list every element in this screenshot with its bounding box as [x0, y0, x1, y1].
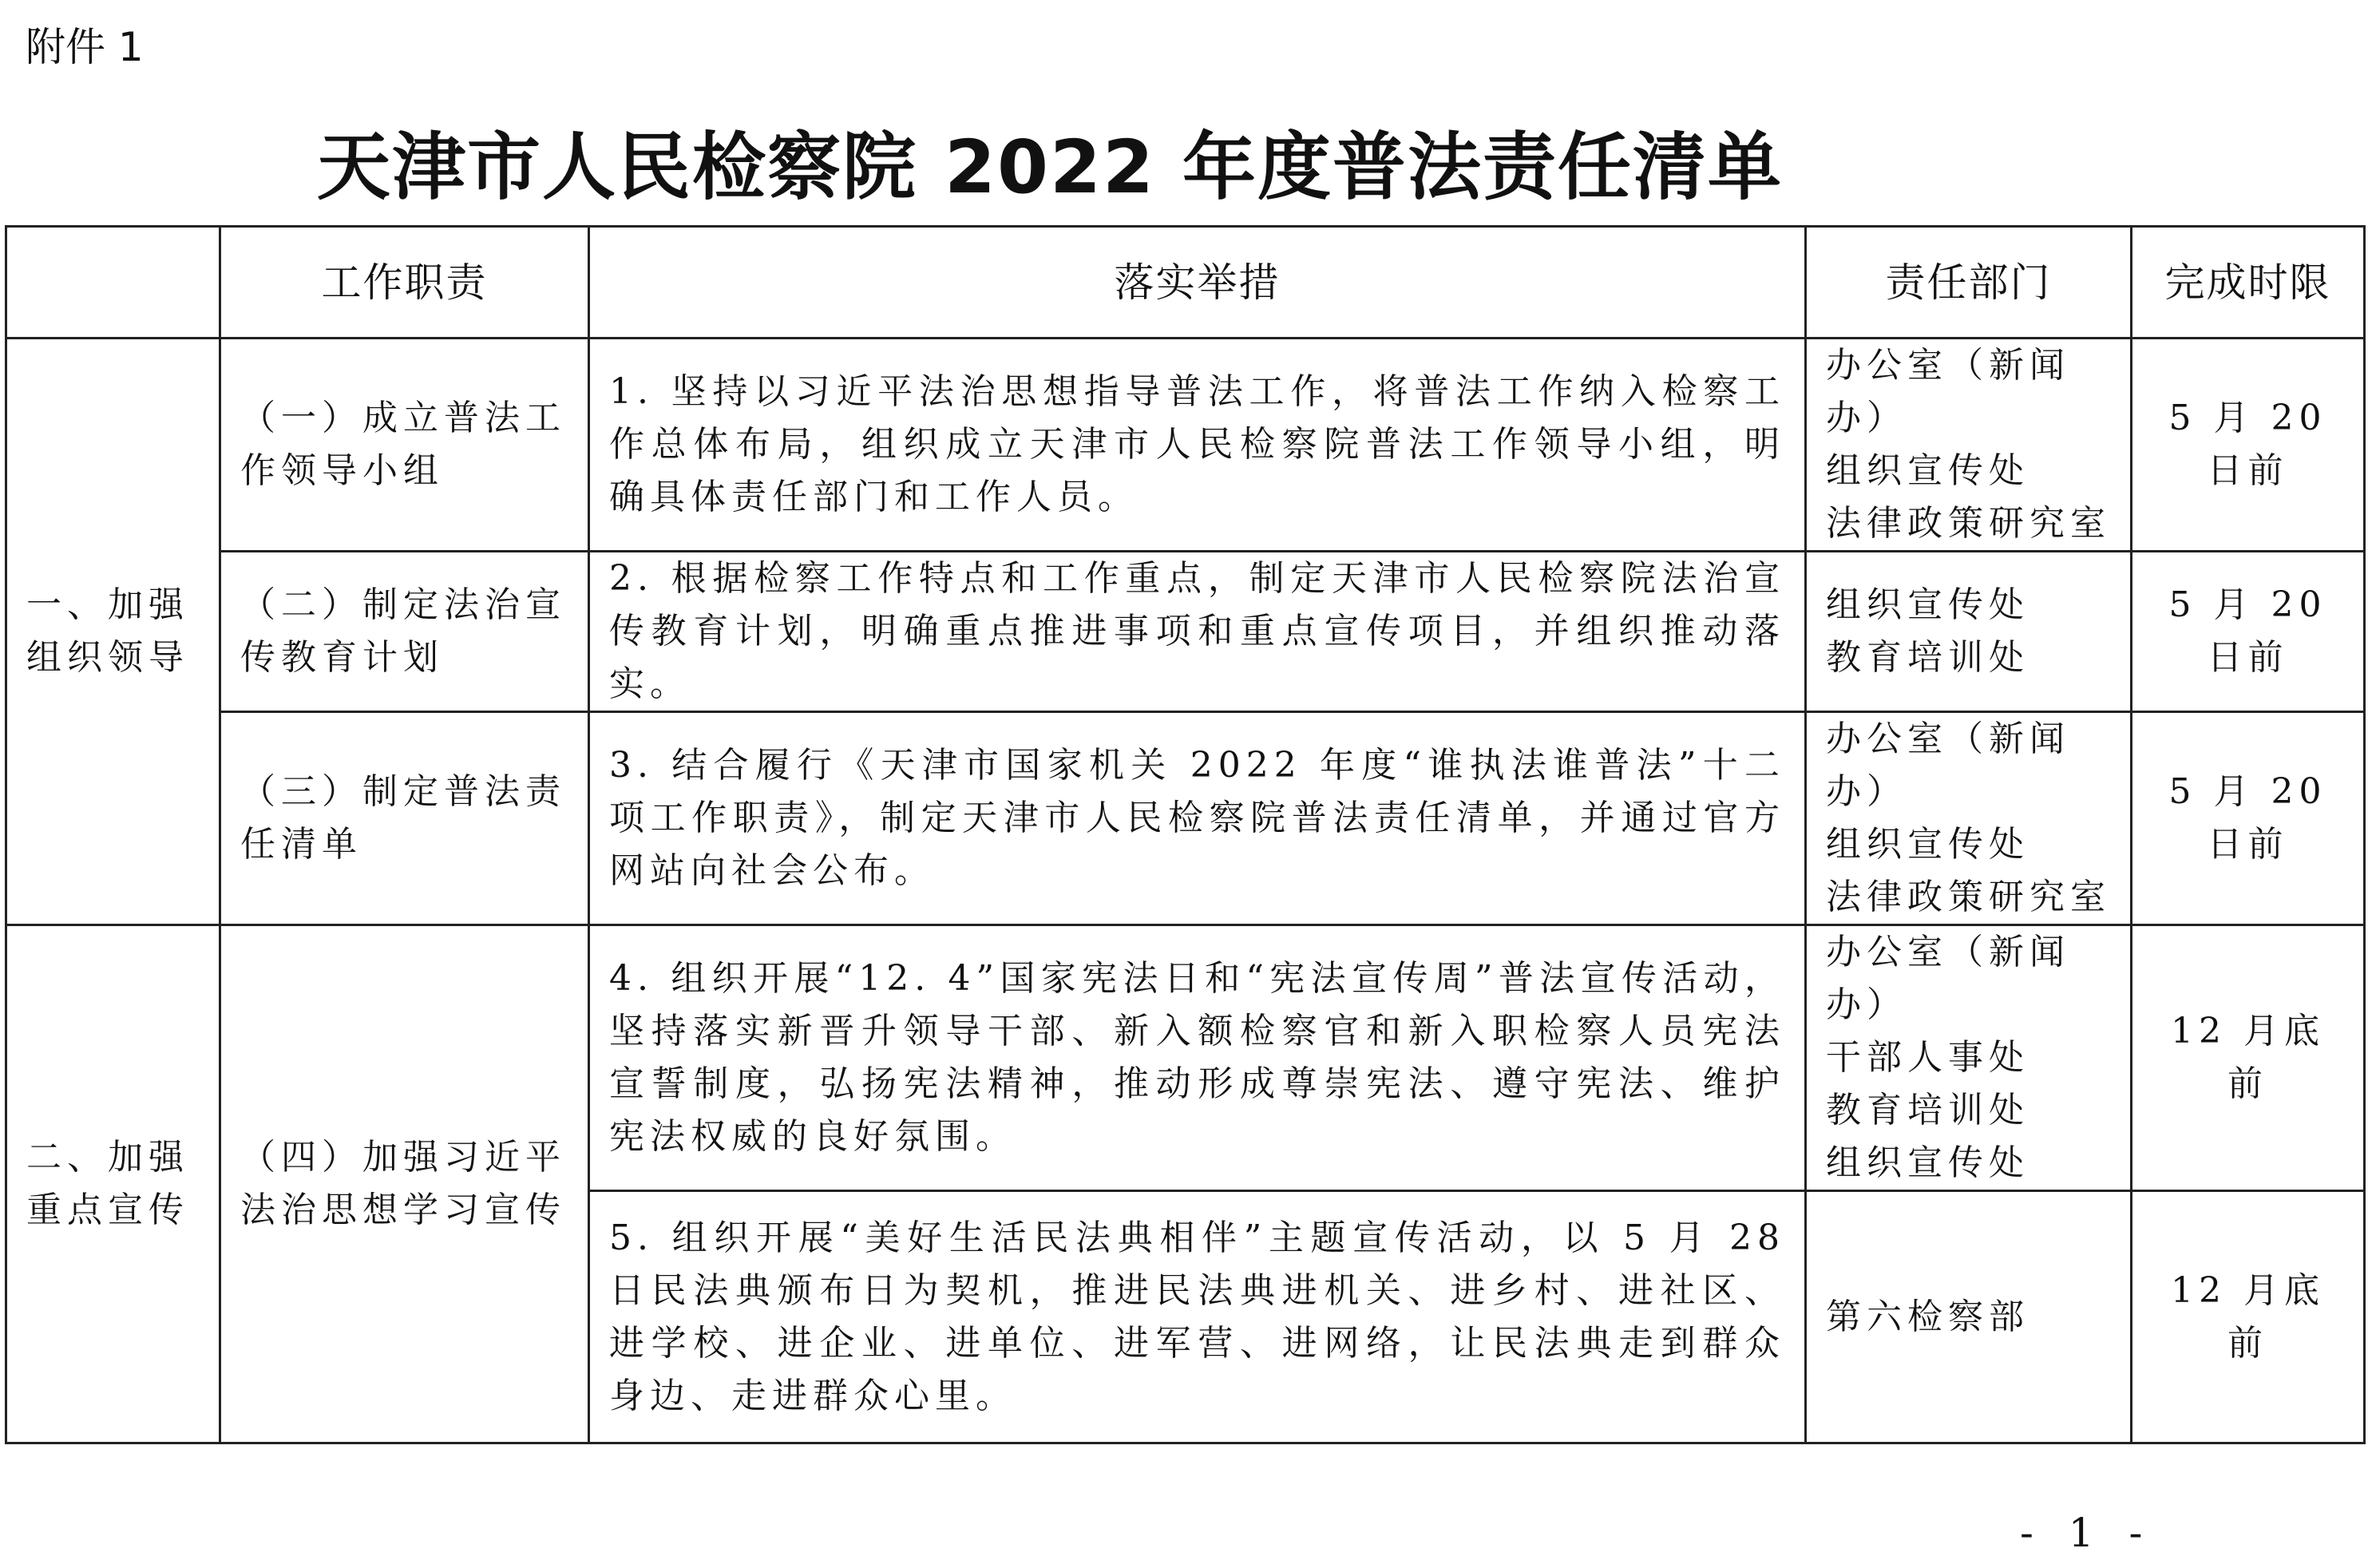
header-department: 责任部门 [1806, 227, 2132, 339]
header-category [6, 227, 220, 339]
duty-cell: （四）加强习近平法治思想学习宣传 [220, 925, 589, 1443]
table-row [6, 712, 2365, 925]
responsibility-table [5, 225, 2366, 1444]
measure-cell: 1. 坚持以习近平法治思想指导普法工作，将普法工作纳入检察工作总体布局，组织成立天津市人民检察院普法工作领导小组，明确具体责任部门和工作人员。 [589, 339, 1806, 552]
deadline-cell: 12 月底前 [2132, 925, 2365, 1191]
category-cell: 一、加强组织领导 [6, 339, 220, 925]
duty-cell: （二）制定法治宣传教育计划 [220, 552, 589, 712]
duty-cell: （三）制定普法责任清单 [220, 712, 589, 925]
table-row [6, 925, 2365, 1191]
department-name: 组织宣传处 [1826, 450, 2029, 491]
department-name: 组织宣传处 [1826, 1142, 2029, 1183]
department-name: 教育培训处 [1826, 637, 2029, 678]
department-name: 组织宣传处 [1826, 824, 2029, 865]
department-name: 办公室（新闻办） [1826, 719, 2070, 812]
measure-cell: 2. 根据检察工作特点和工作重点，制定天津市人民检察院法治宣传教育计划，明确重点推进事项和重点宣传项目，并组织推动落实。 [589, 552, 1806, 712]
department-name: 法律政策研究室 [1826, 503, 2111, 544]
table-header-row [6, 227, 2365, 339]
measure-cell: 5. 组织开展“美好生活民法典相伴”主题宣传活动，以 5 月 28 日民法典颁布日为契机，推进民法典进机关、进乡村、进社区、进学校、进企业、进单位、进军营、进网络，让民法典走到群众身边、走进群众心里。 [589, 1191, 1806, 1443]
department-cell [1806, 925, 2132, 1191]
header-deadline: 完成时限 [2132, 227, 2365, 339]
deadline-cell: 5 月 20 日前 [2132, 339, 2365, 552]
department-cell [1806, 1191, 2132, 1443]
category-cell: 二、加强重点宣传 [6, 925, 220, 1443]
header-duty: 工作职责 [220, 227, 589, 339]
page-number: - 1 - [2020, 1510, 2154, 1556]
duty-cell: （一）成立普法工作领导小组 [220, 339, 589, 552]
department-name: 组织宣传处 [1826, 584, 2029, 625]
deadline-cell: 5 月 20 日前 [2132, 712, 2365, 925]
department-cell [1806, 552, 2132, 712]
table-row [6, 339, 2365, 552]
department-name: 办公室（新闻办） [1826, 932, 2070, 1025]
page-title: 天津市人民检察院 2022 年度普法责任清单 [316, 125, 1784, 210]
measure-cell: 3. 结合履行《天津市国家机关 2022 年度“谁执法谁普法”十二项工作职责》，制定天津市人民检察院普法责任清单，并通过官方网站向社会公布。 [589, 712, 1806, 925]
header-measures: 落实举措 [589, 227, 1806, 339]
table-row [6, 552, 2365, 712]
department-cell [1806, 339, 2132, 552]
department-name: 教育培训处 [1826, 1090, 2029, 1130]
deadline-cell: 12 月底前 [2132, 1191, 2365, 1443]
department-cell [1806, 712, 2132, 925]
deadline-cell: 5 月 20 日前 [2132, 552, 2365, 712]
department-name: 办公室（新闻办） [1826, 345, 2070, 438]
department-name: 法律政策研究室 [1826, 877, 2111, 917]
attachment-label: 附件 1 [26, 24, 144, 70]
department-name: 第六检察部 [1826, 1296, 2029, 1337]
measure-cell: 4. 组织开展“12. 4”国家宪法日和“宪法宣传周”普法宣传活动，坚持落实新晋升领导干部、新入额检察官和新入职检察人员宪法宣誓制度，弘扬宪法精神，推动形成尊崇宪法、遵守宪法、维护宪法权威的良好氛围。 [589, 925, 1806, 1191]
department-name: 干部人事处 [1826, 1037, 2029, 1078]
